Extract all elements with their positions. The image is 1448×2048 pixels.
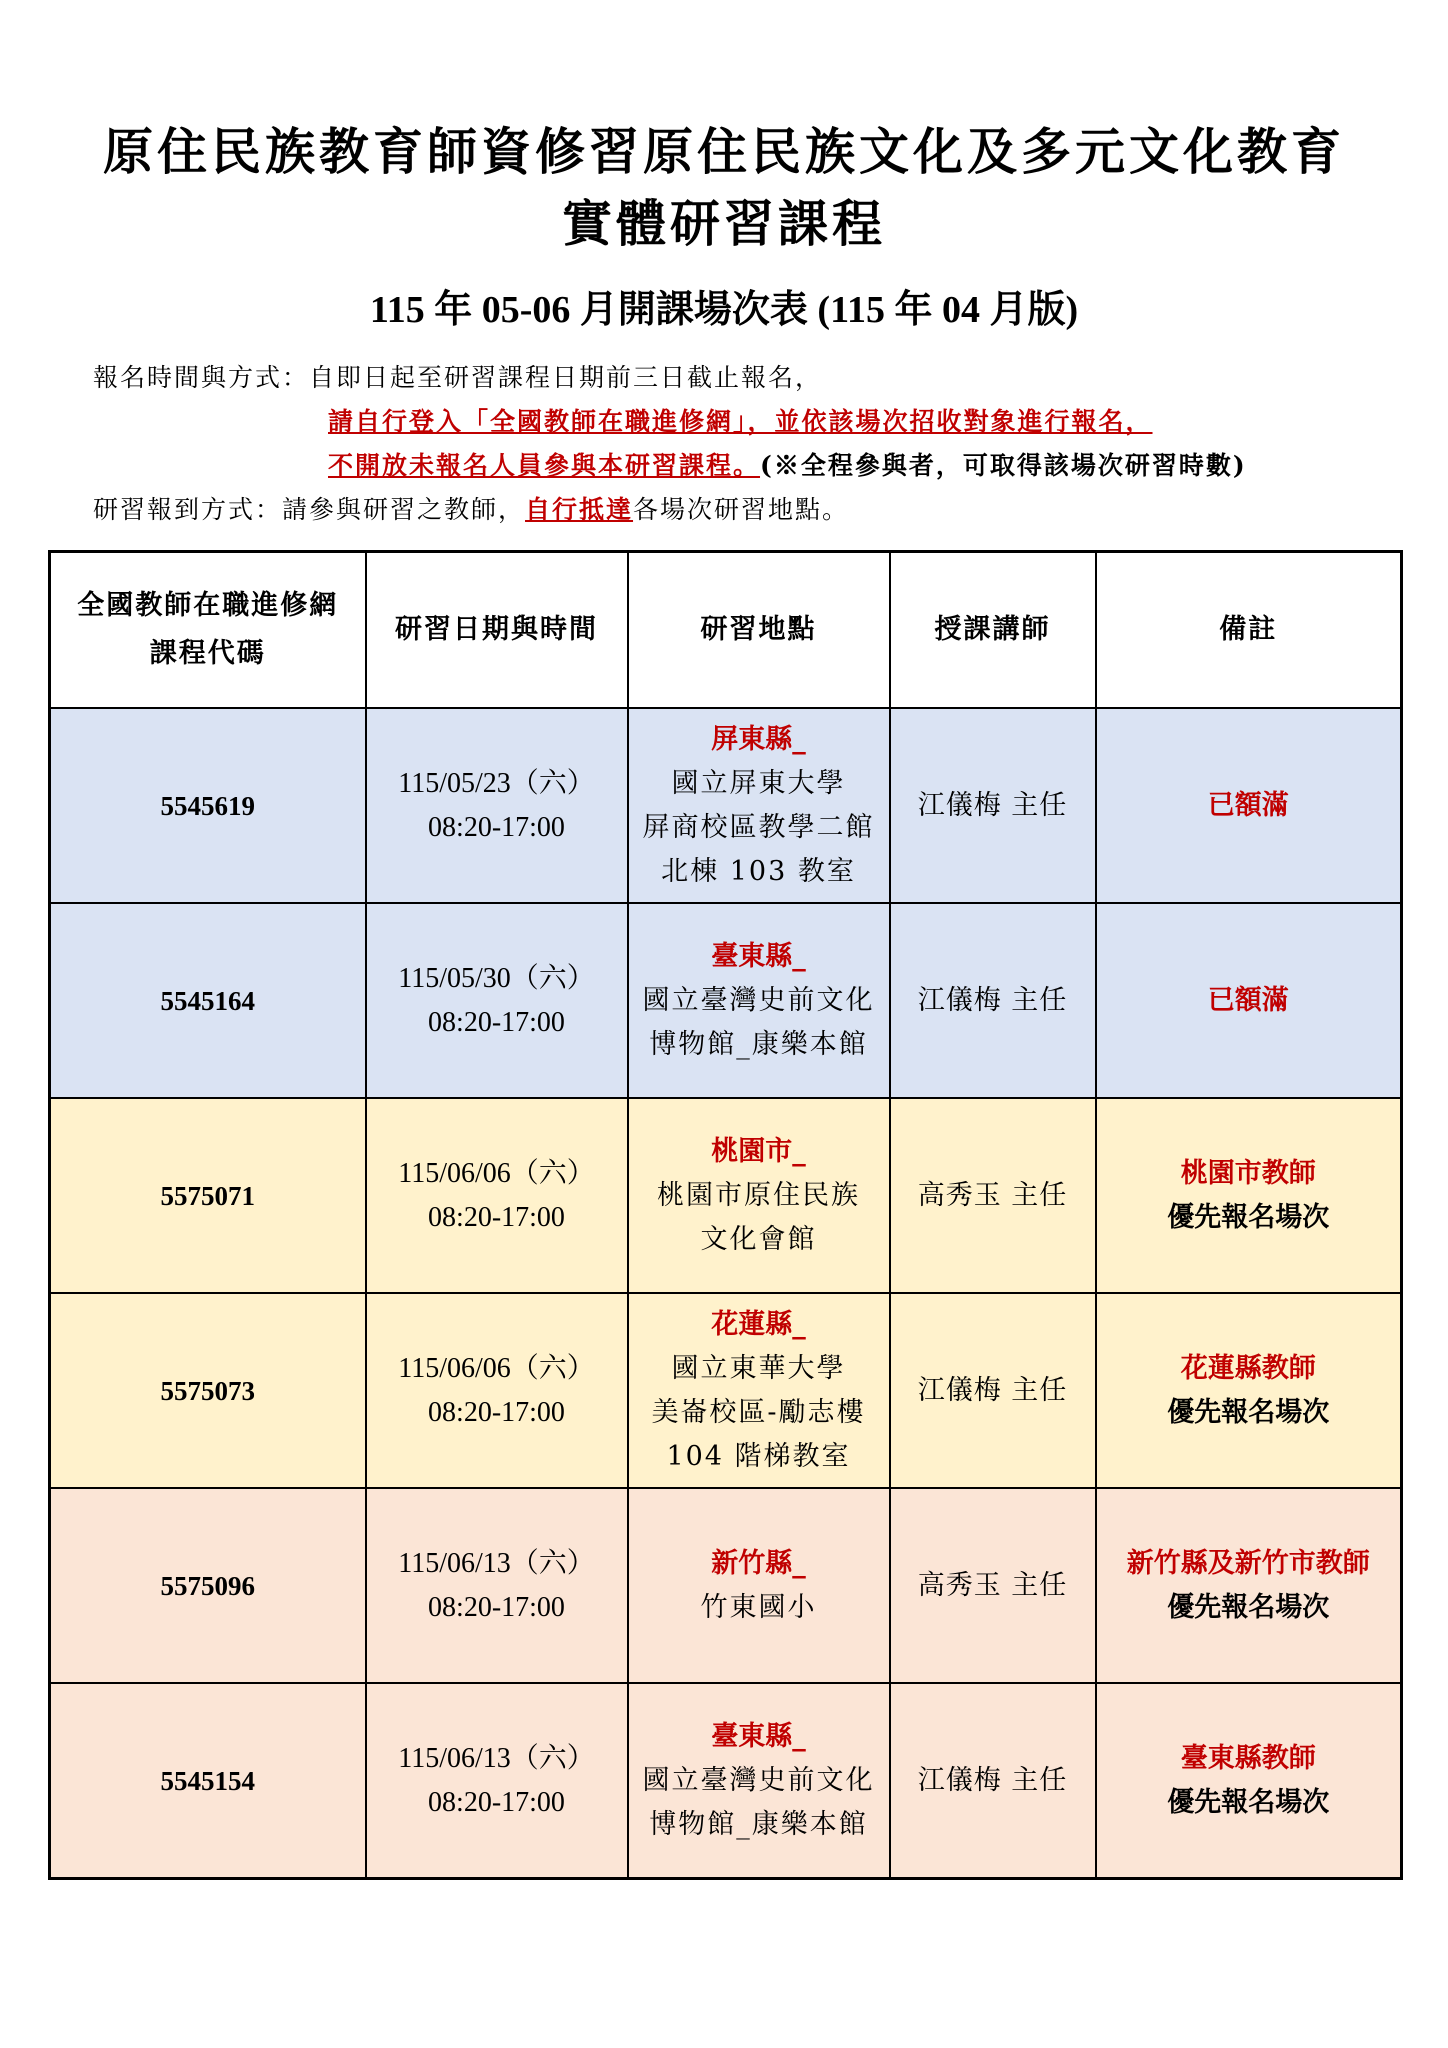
checkin-suffix: 各場次研習地點。 [633,495,850,524]
datetime-cell [366,708,628,903]
location-line: 104 階梯教室 [666,1440,851,1472]
remark-black: 優先報名場次 [1167,1786,1330,1818]
table-row [50,1488,1402,1683]
registration-bracket-note: (※全程參與者，可取得該場次研習時數) [760,451,1247,480]
course-time: 08:20-17:00 [428,1201,565,1233]
location-cell [628,1683,890,1879]
location-line: 美崙校區-勵志樓 [651,1396,866,1428]
location-county: 新竹縣_ [711,1547,806,1579]
location-line: 屏商校區教學二館 [642,811,875,843]
location-cell [628,903,890,1098]
location-line: 文化會館 [700,1223,817,1255]
remark-red: 臺東縣教師 [1180,1742,1316,1774]
teacher-name: 江儀梅 主任 [890,903,1096,1098]
datetime-cell [366,903,628,1098]
checkin-note [93,490,849,526]
remark-red: 已額滿 [1207,984,1289,1016]
location-line: 國立屏東大學 [671,767,846,799]
course-code: 5575073 [50,1293,366,1488]
header-location: 研習地點 [628,552,890,709]
teacher-name: 高秀玉 主任 [890,1488,1096,1683]
course-code: 5575096 [50,1488,366,1683]
document-title-line1: 原住民族教育師資修習原住民族文化及多元文化教育 [103,122,1345,181]
registration-note: 報名時間與方式：自即日起至研習課程日期前三日截止報名， [93,363,823,392]
teacher-name: 江儀梅 主任 [890,1683,1096,1879]
header-course-code [50,552,366,709]
teacher-name: 高秀玉 主任 [890,1098,1096,1293]
location-line: 博物館_康樂本館 [649,1808,868,1840]
schedule-table [48,550,1403,1880]
location-county: 屏東縣_ [711,723,806,755]
course-time: 08:20-17:00 [428,811,565,843]
location-line: 國立臺灣史前文化 [642,984,875,1016]
location-county: 臺東縣_ [711,940,806,972]
location-county: 花蓮縣_ [711,1308,806,1340]
location-county: 桃園市_ [711,1135,806,1167]
location-cell [628,1293,890,1488]
table-row [50,1098,1402,1293]
remark-cell [1096,1098,1402,1293]
remark-red: 桃園市教師 [1180,1157,1316,1189]
table-row [50,1293,1402,1488]
header-teacher: 授課講師 [890,552,1096,709]
datetime-cell [366,1293,628,1488]
datetime-cell [366,1488,628,1683]
location-line: 北棟 103 教室 [661,855,856,887]
location-line: 竹東國小 [700,1591,817,1623]
datetime-cell [366,1683,628,1879]
remark-black: 優先報名場次 [1167,1201,1330,1233]
course-code: 5545164 [50,903,366,1098]
course-time: 08:20-17:00 [428,1396,565,1428]
location-county: 臺東縣_ [711,1720,806,1752]
course-code: 5575071 [50,1098,366,1293]
header-datetime: 研習日期與時間 [366,552,628,709]
teacher-name: 江儀梅 主任 [890,1293,1096,1488]
remark-red: 新竹縣及新竹市教師 [1126,1547,1370,1579]
registration-red-line2-wrap [328,446,1247,482]
course-date: 115/06/13（六） [398,1547,595,1579]
course-date: 115/05/23（六） [398,767,595,799]
course-date: 115/05/30（六） [398,962,595,994]
course-code: 5545619 [50,708,366,903]
location-line: 國立臺灣史前文化 [642,1764,875,1796]
header-course-code-line1: 全國教師在職進修網 [77,590,339,621]
location-cell [628,1098,890,1293]
header-course-code-line2: 課程代碼 [149,638,266,669]
course-time: 08:20-17:00 [428,1006,565,1038]
remark-black: 優先報名場次 [1167,1591,1330,1623]
course-date: 115/06/06（六） [398,1352,595,1384]
remark-red: 已額滿 [1207,789,1289,821]
document-subtitle: 115 年 05-06 月開課場次表 (115 年 04 月版) [369,289,1079,331]
remark-cell [1096,708,1402,903]
location-cell [628,1488,890,1683]
table-row [50,903,1402,1098]
location-line: 國立東華大學 [671,1352,846,1384]
course-date: 115/06/13（六） [398,1742,595,1774]
checkin-prefix: 研習報到方式：請參與研習之教師， [93,495,526,524]
remark-cell [1096,903,1402,1098]
document-title-line2: 實體研習課程 [562,194,886,253]
location-line: 博物館_康樂本館 [649,1028,868,1060]
course-time: 08:20-17:00 [428,1591,565,1623]
header-remark: 備註 [1096,552,1402,709]
remark-black: 優先報名場次 [1167,1396,1330,1428]
course-date: 115/06/06（六） [398,1157,595,1189]
registration-red-line2: 不開放未報名人員參與本研習課程。 [328,451,761,480]
table-row [50,1683,1402,1879]
course-code: 5545154 [50,1683,366,1879]
table-header-row [50,552,1402,709]
datetime-cell [366,1098,628,1293]
table-row [50,708,1402,903]
remark-cell [1096,1293,1402,1488]
remark-red: 花蓮縣教師 [1180,1352,1316,1384]
remark-cell [1096,1683,1402,1879]
registration-red-line1: 請自行登入「全國教師在職進修網」，並依該場次招收對象進行報名， [328,407,1153,436]
remark-cell [1096,1488,1402,1683]
location-cell [628,708,890,903]
checkin-red: 自行抵達 [525,495,634,524]
course-time: 08:20-17:00 [428,1786,565,1818]
location-line: 桃園市原住民族 [657,1179,860,1211]
teacher-name: 江儀梅 主任 [890,708,1096,903]
